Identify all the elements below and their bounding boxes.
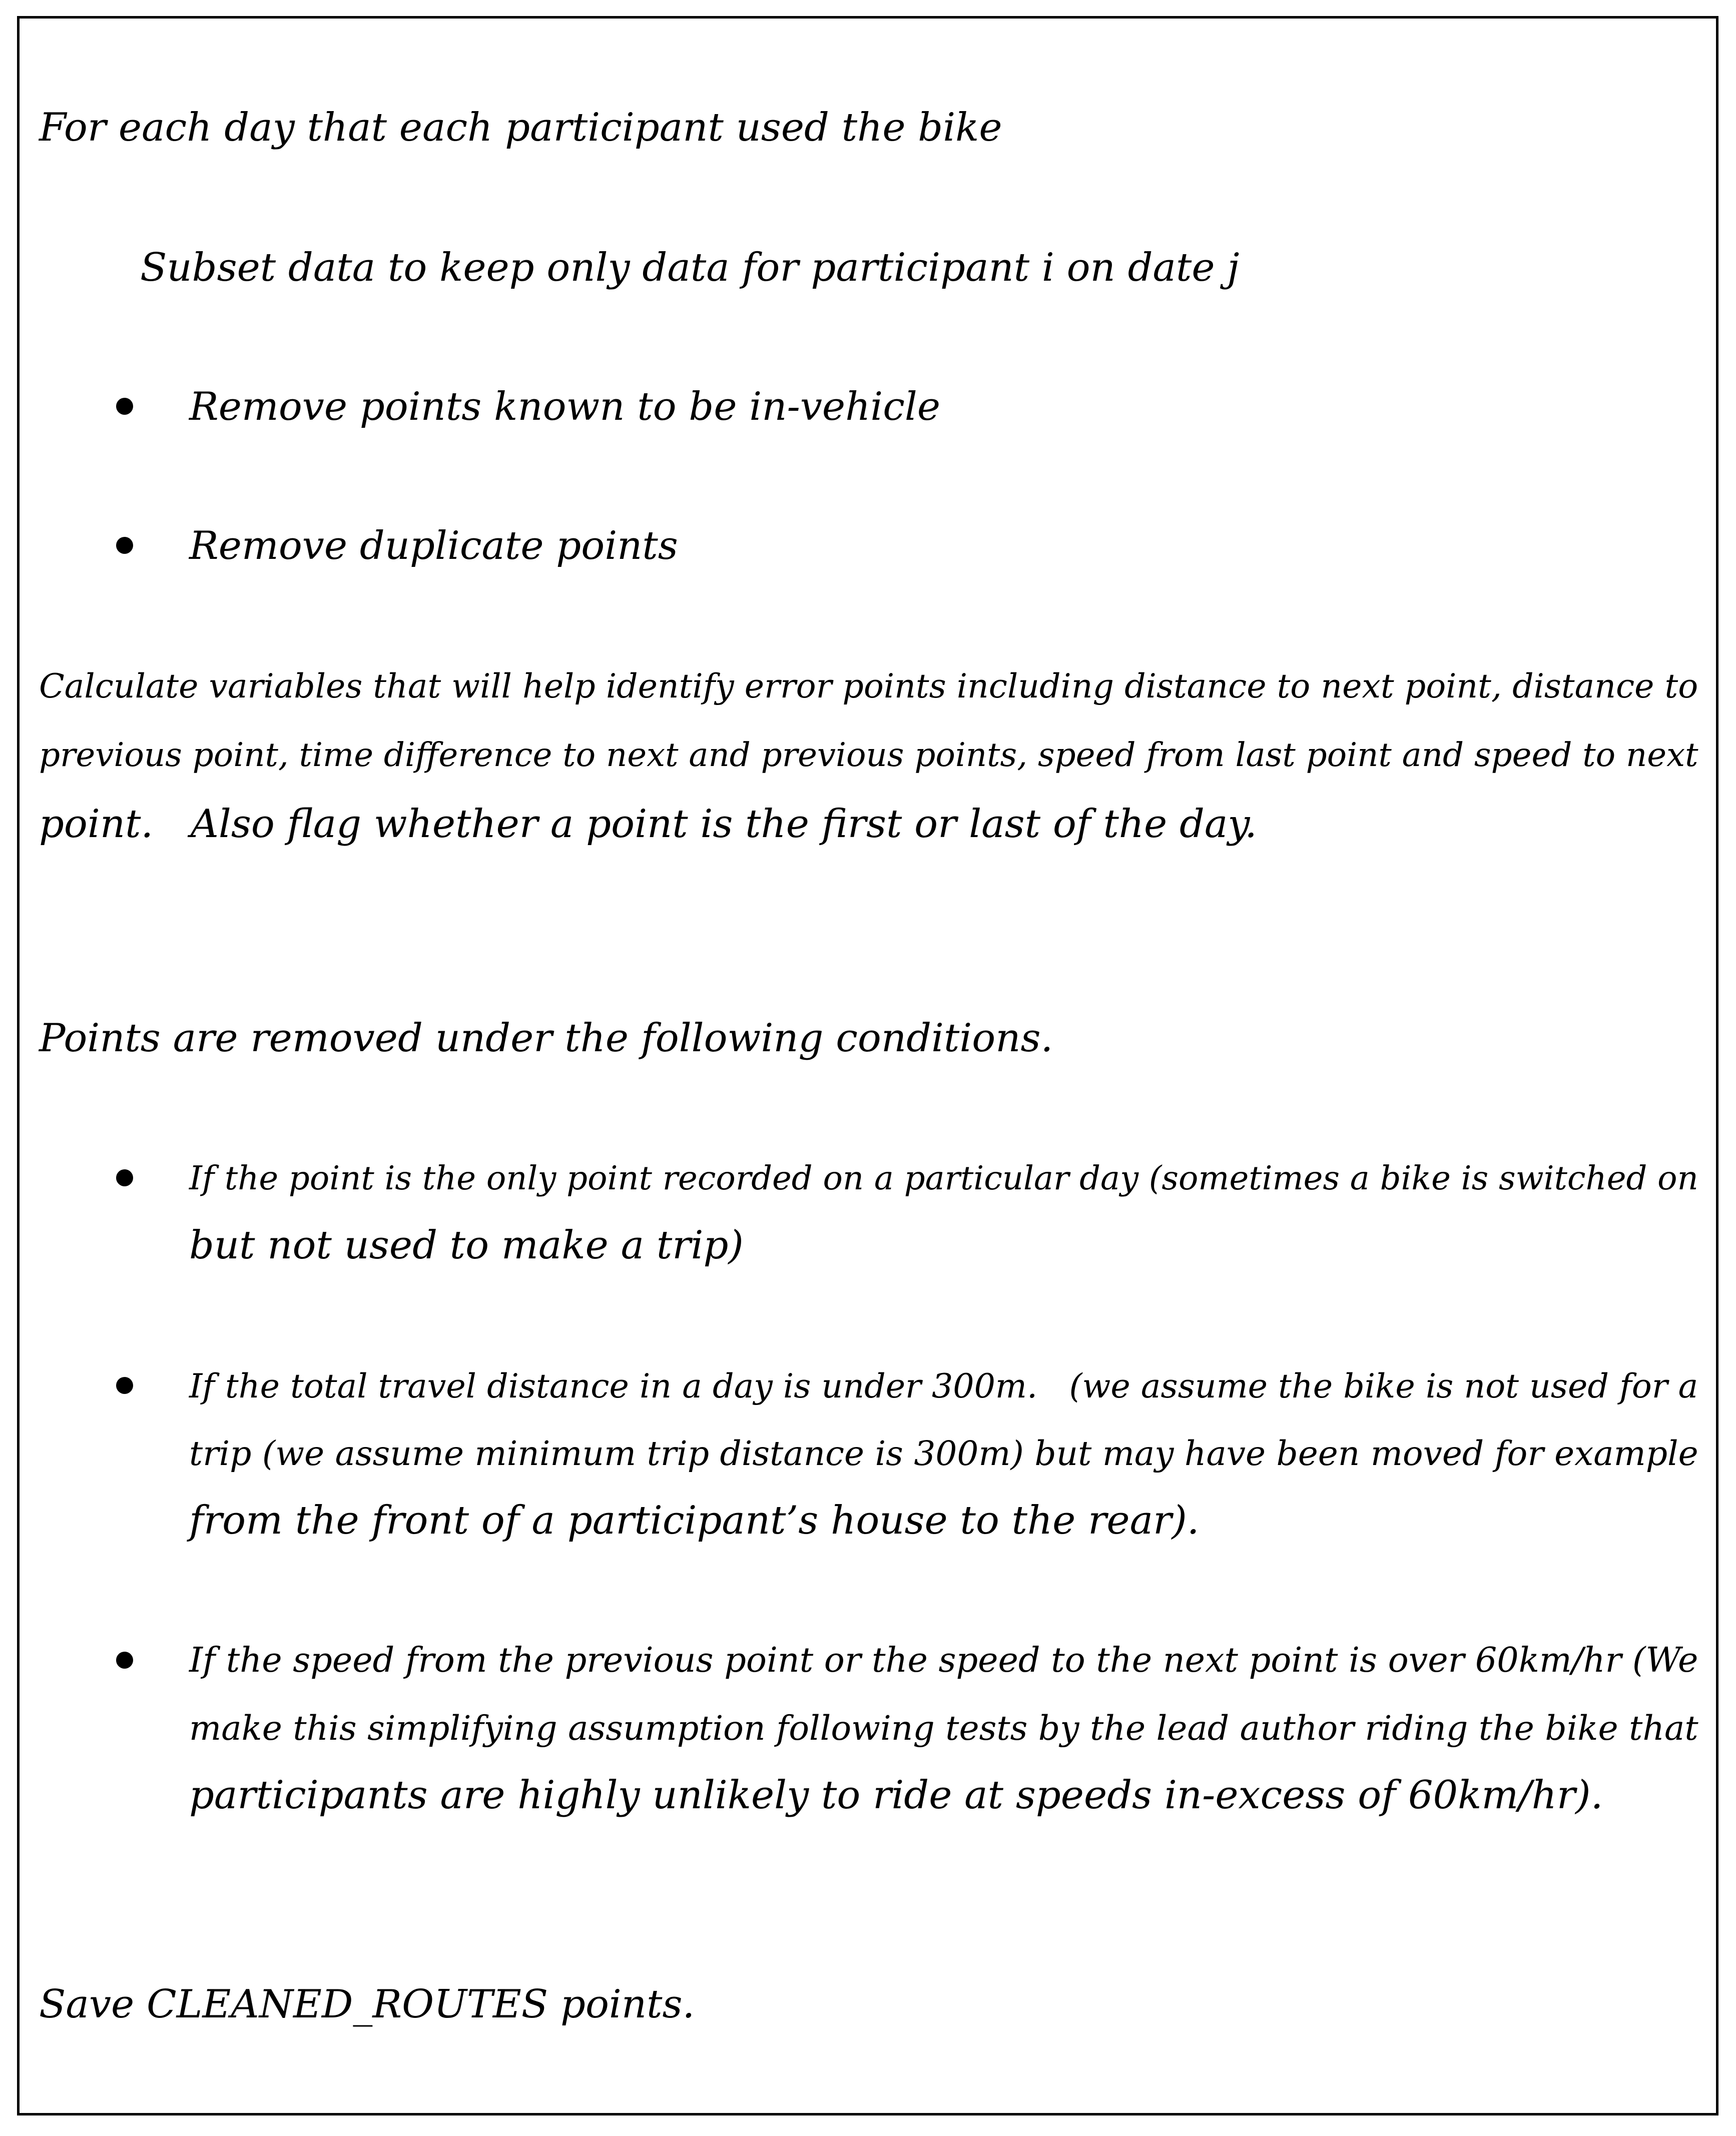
- paragraph-line: point. Also flag whether a point is the first or last of the day.: [39, 802, 1257, 847]
- condition-line: trip (we assume minimum trip distance is 300m) but may have been moved for example: [189, 1434, 1698, 1473]
- subset-line: Subset data to keep only data for participant i on date j: [140, 245, 1240, 290]
- bullet-icon: [116, 537, 133, 554]
- bullet-icon: [116, 1169, 133, 1186]
- loop-heading: For each day that each participant used the bike: [39, 105, 1002, 150]
- list-item: Remove duplicate points: [189, 523, 678, 568]
- condition-line: participants are highly unlikely to ride at speeds in-excess of 60km/hr).: [189, 1773, 1603, 1818]
- condition-line: If the point is the only point recorded on a particular day (sometimes a bike is switched on: [189, 1159, 1698, 1197]
- condition-line: If the speed from the previous point or the speed to the next point is over 60km/hr (We: [189, 1641, 1698, 1680]
- save-line: Save CLEANED_ROUTES points.: [39, 1982, 695, 2027]
- list-item: Remove points known to be in-vehicle: [189, 384, 941, 429]
- bullet-icon: [116, 398, 133, 415]
- conditions-intro: Points are removed under the following conditions.: [39, 1016, 1053, 1061]
- bullet-icon: [116, 1652, 133, 1669]
- paragraph-line: Calculate variables that will help identify error points including distance to next point, distance to: [39, 666, 1698, 705]
- paragraph-line: previous point, time difference to next and previous points, speed from last point and speed to next: [39, 736, 1698, 774]
- condition-line: but not used to make a trip): [189, 1223, 744, 1268]
- condition-line: If the total travel distance in a day is under 300m. (we assume the bike is not used for a: [189, 1366, 1698, 1405]
- condition-line: from the front of a participant’s house to the rear).: [189, 1498, 1200, 1543]
- condition-line: make this simplifying assumption following tests by the lead author riding the bike that: [189, 1708, 1698, 1748]
- bullet-icon: [116, 1377, 133, 1394]
